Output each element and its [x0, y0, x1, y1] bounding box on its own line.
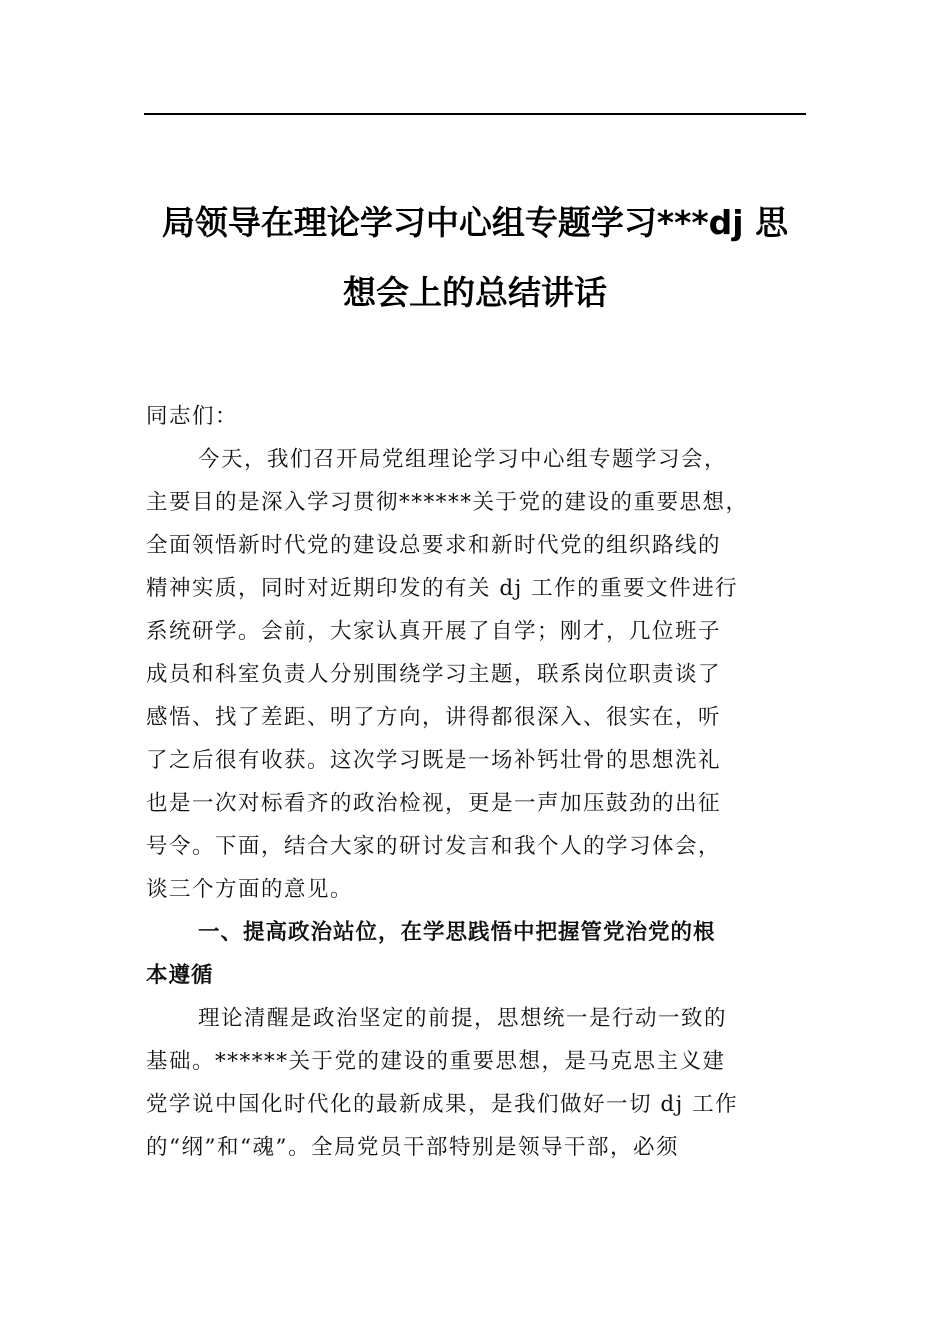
text-line: 谈三个方面的意见。 [146, 877, 354, 902]
document-body [146, 395, 806, 1169]
text-line: 的“纲”和“魂”。全局党员干部特别是领导干部，必须 [146, 1135, 679, 1160]
section-heading-1 [146, 911, 806, 997]
heading-line: 一、提高政治站位，在学思践悟中把握管党治党的根 [198, 920, 716, 945]
paragraph-1 [146, 438, 806, 911]
text-line: 基础。******关于党的建设的重要思想，是马克思主义建 [146, 1049, 726, 1074]
text-line: 全面领悟新时代党的建设总要求和新时代党的组织路线的 [146, 533, 722, 558]
text-line: 感悟、找了差距、明了方向，讲得都很深入、很实在，听 [146, 705, 722, 730]
text-line: 主要目的是深入学习贯彻******关于党的建设的重要思想， [146, 490, 749, 515]
document-title [144, 188, 806, 328]
paragraph-2 [146, 997, 806, 1169]
salutation: 同志们： [146, 404, 239, 429]
title-line: 想会上的总结讲话 [343, 273, 607, 312]
text-line: 成员和科室负责人分别围绕学习主题，联系岗位职责谈了 [146, 662, 722, 687]
text-line: 系统研学。会前，大家认真开展了自学；刚才，几位班子 [146, 619, 722, 644]
text-line: 理论清醒是政治坚定的前提，思想统一是行动一致的 [198, 1006, 728, 1031]
text-line: 了之后很有收获。这次学习既是一场补钙壮骨的思想洗礼 [146, 748, 722, 773]
text-line: 党学说中国化时代化的最新成果，是我们做好一切 dj 工作 [146, 1092, 739, 1117]
header-rule [144, 113, 806, 115]
text-line: 也是一次对标看齐的政治检视，更是一声加压鼓劲的出征 [146, 791, 722, 816]
title-line: 局领导在理论学习中心组专题学习***dj 思 [161, 203, 789, 242]
text-line: 精神实质，同时对近期印发的有关 dj 工作的重要文件进行 [146, 576, 739, 601]
heading-line: 本遵循 [146, 963, 214, 988]
text-line: 号令。下面，结合大家的研讨发言和我个人的学习体会， [146, 834, 722, 859]
text-line: 今天，我们召开局党组理论学习中心组专题学习会， [198, 447, 728, 472]
